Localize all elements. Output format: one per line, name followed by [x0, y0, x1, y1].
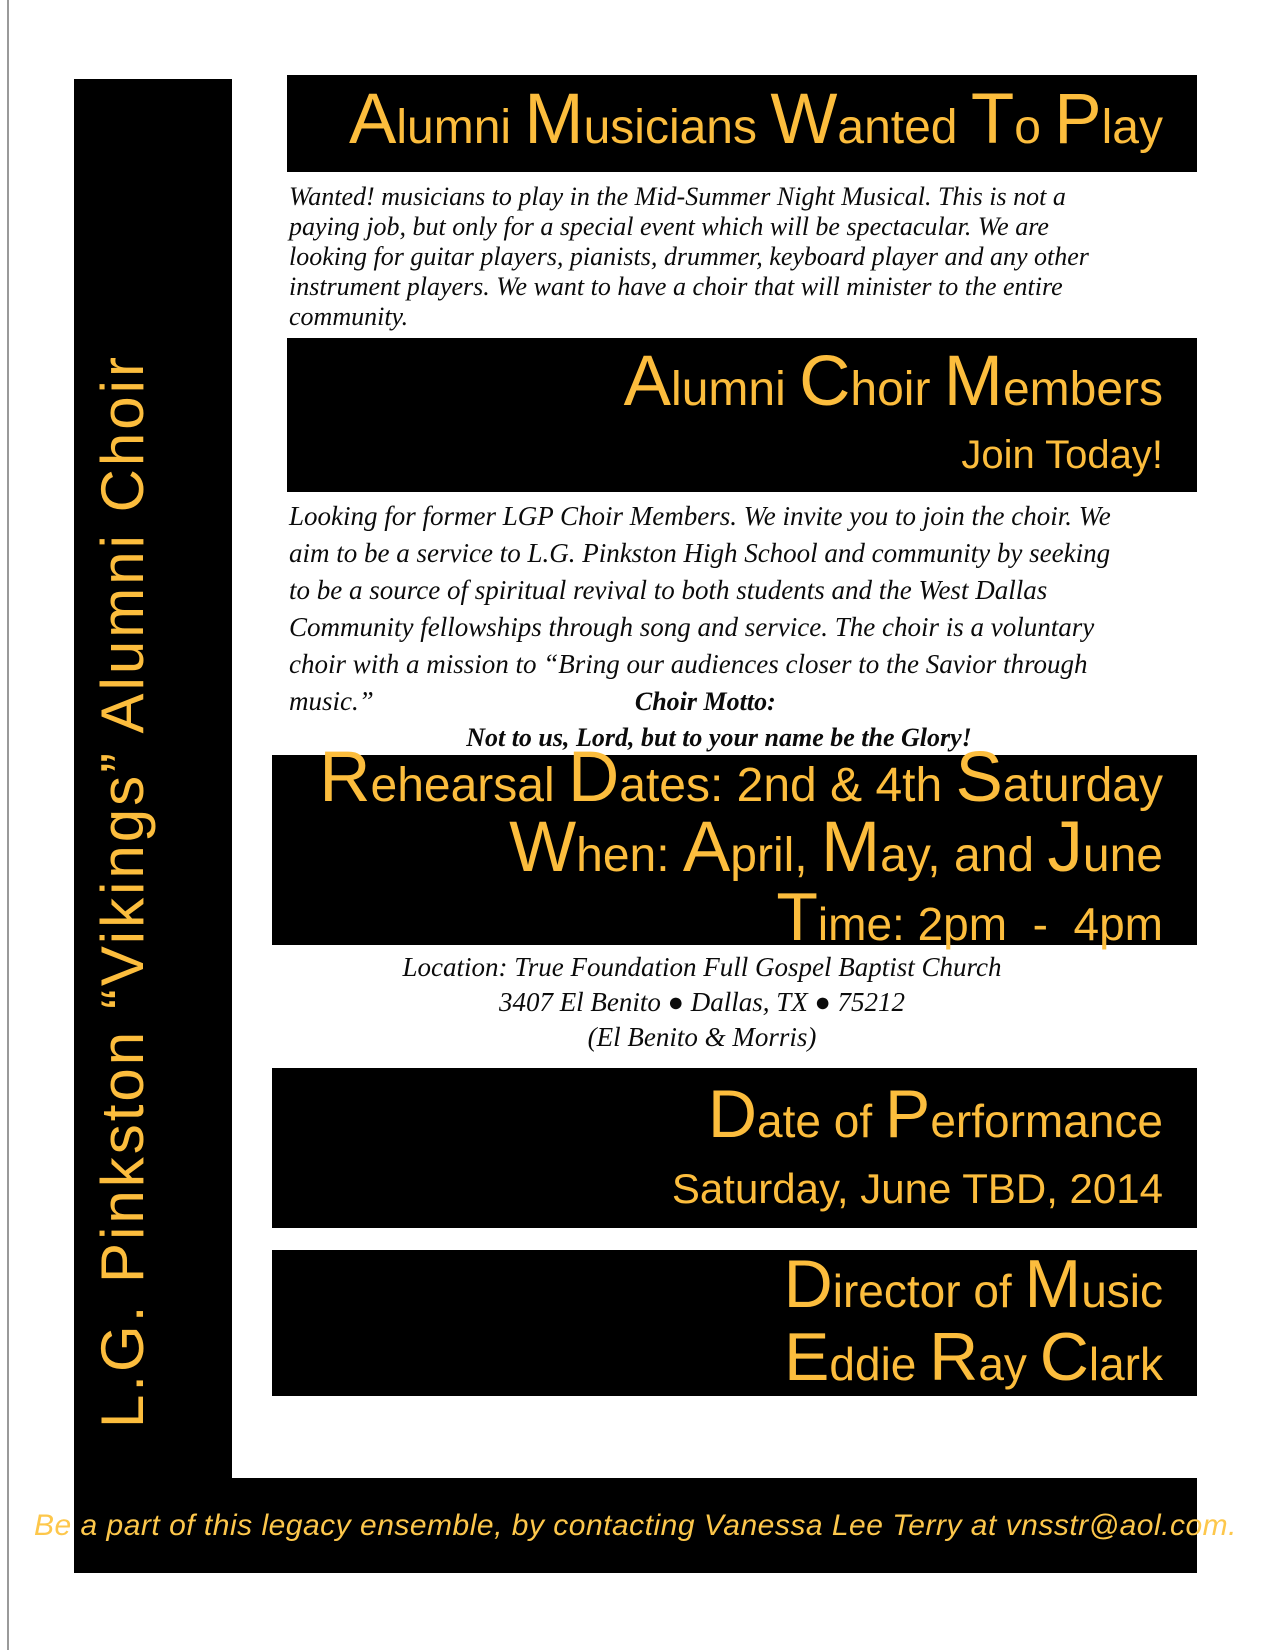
banner-join-today: Join Today! — [961, 433, 1163, 477]
paragraph-choir-last-line-row — [289, 683, 1194, 720]
sidebar-choir-title: L.G. Pinkston “Vikings” Alumni Choir — [89, 354, 156, 1428]
choir-motto-text: Not to us, Lord, but to your name be the Glory! — [466, 723, 972, 752]
page-edge-line — [7, 0, 9, 1650]
banner-alumni-musicians-title: Alumni Musicians Wanted To Play — [348, 80, 1163, 159]
footer-contact-text: Be a part of this legacy ensemble, by contacting Vanessa Lee Terry at vnsstr@aol.com. — [34, 1508, 1237, 1542]
banner-director-of-music — [272, 1246, 1197, 1396]
director-title: Director of Music — [783, 1246, 1163, 1322]
rehearsal-time-line: Time: 2pm - 4pm — [776, 878, 1163, 955]
banner-alumni-musicians — [287, 75, 1197, 172]
location-block: Location: True Foundation Full Gospel Baptist Church 3407 El Benito ● Dallas, TX ● 75212 (El Benito & Morris) — [402, 952, 1002, 1052]
banner-alumni-choir-members — [287, 338, 1197, 492]
rehearsal-when-line: When: April, May, and June — [509, 807, 1163, 887]
choir-motto-label: Choir Motto: — [634, 687, 776, 716]
performance-date: Saturday, June TBD, 2014 — [671, 1164, 1163, 1212]
rehearsal-dates-line: Rehearsal Dates: 2nd & 4th Saturday — [319, 737, 1163, 817]
paragraph-choir: Looking for former LGP Choir Members. We invite you to join the choir. We aim to be a service to L.G. Pinkston High School and community by seeking to be a source of spiritual revival to both students and the West Dallas Community fellowships through song and service. The choir is a voluntary choir with a mission to “Bring our audiences closer to the Savior through — [289, 501, 1111, 679]
footer-contact-bar — [34, 1478, 1237, 1573]
paragraph-choir-last-line: music.” — [289, 686, 374, 716]
director-name: Eddie Ray Clark — [783, 1319, 1163, 1395]
banner-alumni-choir-title: Alumni Choir Members — [623, 342, 1163, 421]
banner-date-of-performance — [272, 1068, 1197, 1228]
paragraph-musicians: Wanted! musicians to play in the Mid-Summer Night Musical. This is not a paying job, but only for a special event which will be spectacular. We are looking for guitar players, pianists, drummer, keyboard player and any other instrument players. We want to have a choir that will minister to the entire community. — [289, 182, 1089, 331]
performance-title: Date of Performance — [707, 1075, 1163, 1152]
